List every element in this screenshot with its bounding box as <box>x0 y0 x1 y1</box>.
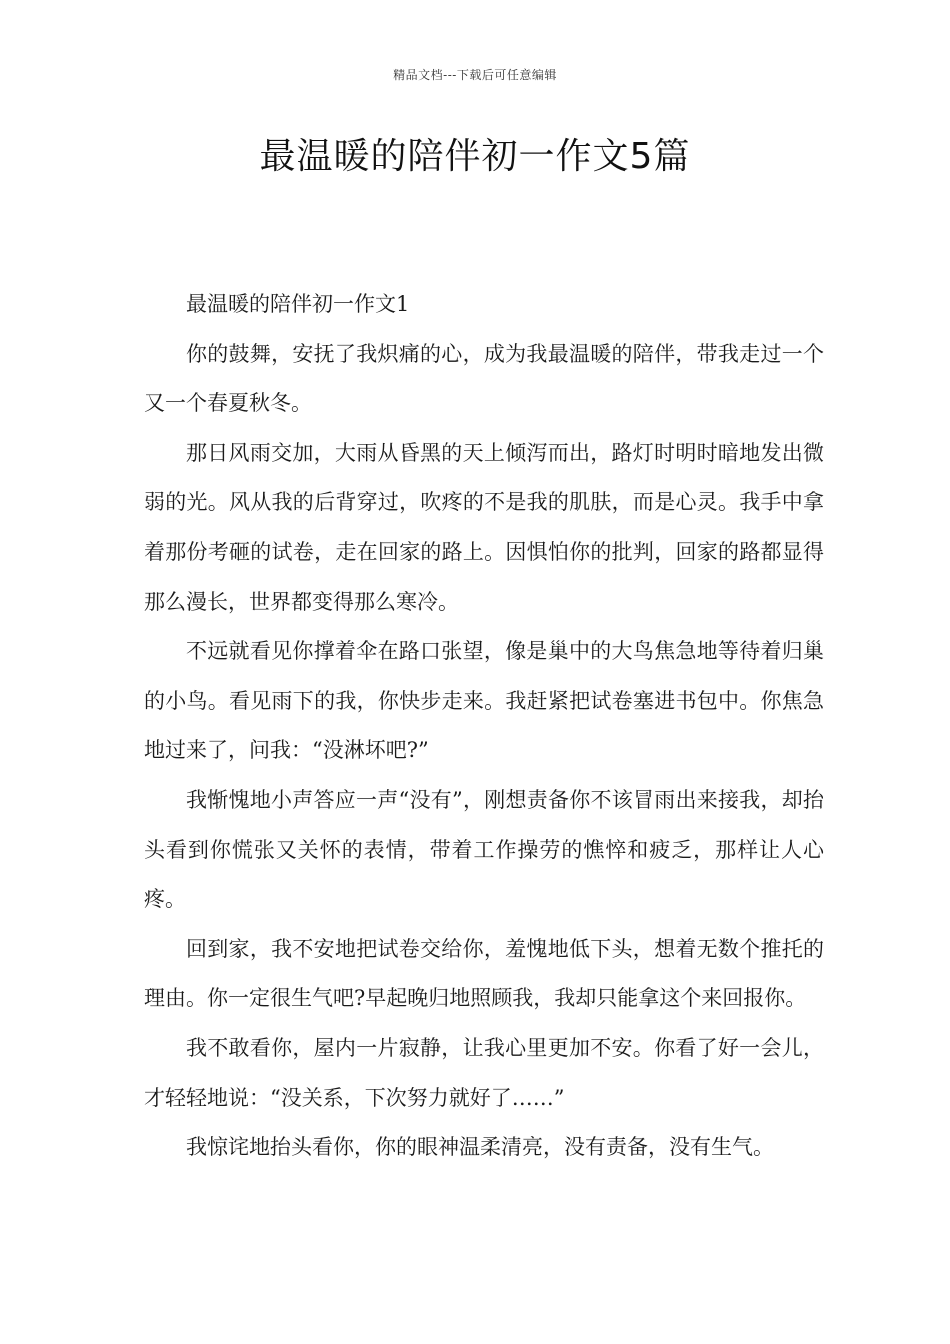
paragraph: 我惭愧地小声答应一声“没有”，刚想责备你不该冒雨出来接我，却抬头看到你慌张又关怀的表情，带着工作操劳的憔悴和疲乏，那样让人心疼。 <box>144 787 824 912</box>
paragraph: 回到家，我不安地把试卷交给你，羞愧地低下头，想着无数个推托的理由。你一定很生气吧?早起晚归地照顾我，我却只能拿这个来回报你。 <box>144 936 824 1011</box>
document-title: 最温暖的陪伴初一作文5篇 <box>259 136 691 177</box>
paragraph: 你的鼓舞，安抚了我炽痛的心，成为我最温暖的陪伴，带我走过一个又一个春夏秋冬。 <box>144 341 824 416</box>
paragraph: 我不敢看你，屋内一片寂静，让我心里更加不安。你看了好一会儿，才轻轻地说：“没关系，下次努力就好了……” <box>144 1035 824 1110</box>
paragraph: 那日风雨交加，大雨从昏黑的天上倾泻而出，路灯时明时暗地发出微弱的光。风从我的后背穿过，吹疼的不是我的肌肤，而是心灵。我手中拿着那份考砸的试卷，走在回家的路上。因惧怕你的批判，回家的路都显得那么漫长，世界都变得那么寒冷。 <box>144 440 824 614</box>
header-note: 精品文档---下载后可任意编辑 <box>393 68 557 82</box>
paragraph: 我惊诧地抬头看你，你的眼神温柔清亮，没有责备，没有生气。 <box>186 1135 774 1160</box>
paragraph: 不远就看见你撑着伞在路口张望，像是巢中的大鸟焦急地等待着归巢的小鸟。看见雨下的我，你快步走来。我赶紧把试卷塞进书包中。你焦急地过来了，问我：“没淋坏吧?” <box>144 639 824 763</box>
document-body <box>144 280 824 1173</box>
essay-heading: 最温暖的陪伴初一作文1 <box>186 292 410 316</box>
